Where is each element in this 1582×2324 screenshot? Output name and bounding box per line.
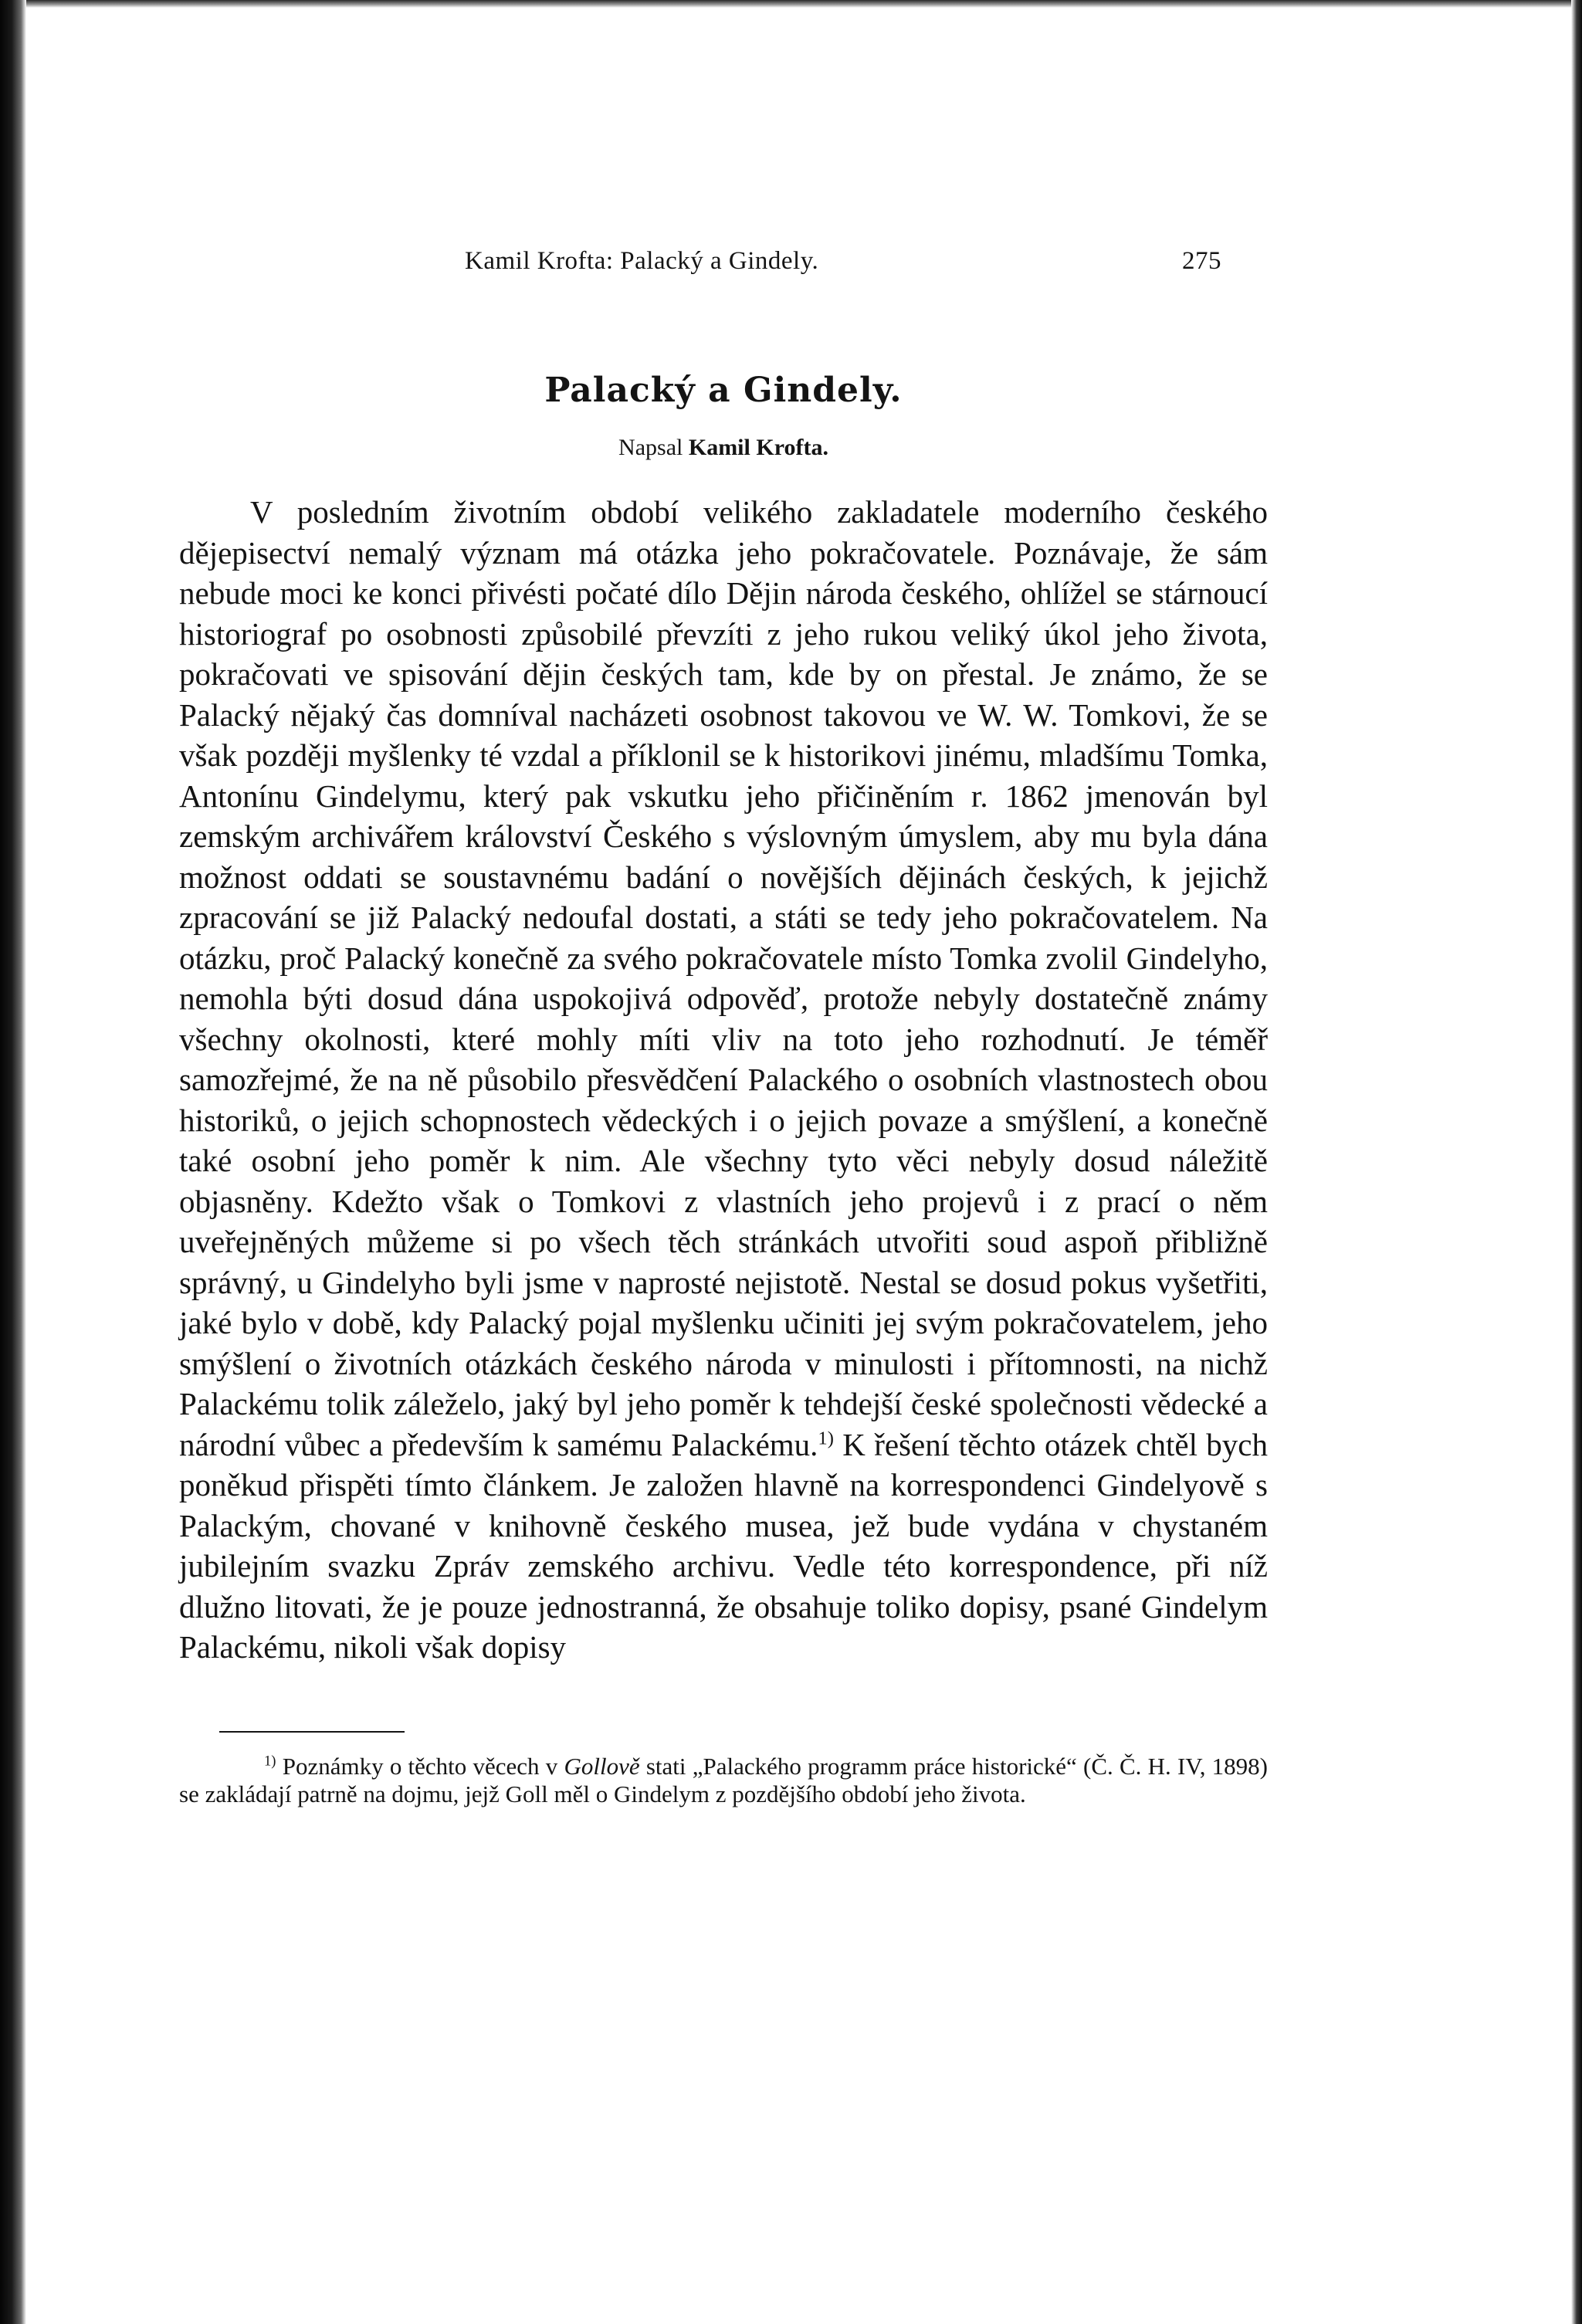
byline [179, 435, 1268, 461]
scan-left-edge [0, 0, 26, 2324]
footnote [179, 1753, 1268, 1808]
scan-top-edge [26, 0, 1582, 8]
footnote-divider [219, 1731, 405, 1733]
footnote-italic-name: Gollově [564, 1752, 640, 1780]
byline-author: Kamil Krofta. [688, 435, 828, 460]
running-head-title: Kamil Krofta: Palacký a Gindely. [465, 247, 819, 275]
scan-right-edge [1571, 0, 1582, 2324]
page-number: 275 [1182, 247, 1221, 275]
document-page [179, 239, 1268, 1832]
footnote-marker: 1) [264, 1753, 276, 1770]
running-head [179, 239, 1268, 286]
footnote-text-end: stati „Palackého programm práce historické“ (Č. Č. H. IV, 1898) se zakládají patrně na dojmu, jejž Goll měl o Gindelym z pozdějšího období jeho života. [179, 1752, 1268, 1807]
article-title: Palacký a Gindely. [544, 371, 903, 410]
byline-prefix: Napsal [618, 435, 683, 460]
article-body-continued: K řešení těchto otázek chtěl bych poněkud přispěti tímto článkem. Je založen hlavně na korrespondenci Gindelyově s Palackým, chované v knihovně českého musea, jež bude vydána v chystaném jubilejním svazku Zpráv zemského archivu. Vedle této korrespondence, při níž dlužno litovati, že je pouze jednostranná, že obsahuje toliko dopisy, psané Gindelym Palackému, nikoli však dopisy [179, 1426, 1268, 1665]
article-body [179, 492, 1268, 1668]
footnote-text-start: Poznámky o těchto věcech v [276, 1752, 564, 1780]
footnote-reference: 1) [818, 1427, 834, 1448]
article-body-text: V posledním životním období velikého zakladatele moderního českého dějepisectví nemalý význam má otázka jeho pokračovatele. Poznávaje, že sám nebude moci ke konci přivésti počaté dílo Dějin národa českého, ohlížel se stárnoucí historiograf po osobnosti způsobilé převzíti z jeho rukou veliký úkol jeho života, pokračovati ve spisování dějin českých tam, kde by on přestal. Je známo, že se Palacký nějaký čas domníval nacházeti osobnost takovou ve W. W. Tomkovi, že se však později myšlenky té vzdal a příklonil se k historikovi jinému, mladšímu Tomka, Antonínu Gindelymu, který pak vskutku jeho přičiněním r. 1862 jmenován byl zemským archivářem království Českého s výslovným úmyslem, aby mu byla dána možnost oddati se soustavnému badání o novějších dějinách českých, k jejichž zpracování se již Palacký nedoufal dostati, a státi se tedy jeho pokračovatelem. Na otázku, proč Palacký konečně za svého pokračovatele místo Tomka zvolil Gindelyho, nemohla býti dosud dána uspokojivá odpověď, protože nebyly dostatečně známy všechny okolnosti, které mohly míti vliv na toto jeho rozhodnutí. Je téměř samozřejmé, že na ně působilo přesvědčení Palackého o osobních vlastnostech obou historiků, o jejich schopnostech vědeckých i o jejich povaze a smýšlení, a konečně také osobní jeho poměr k nim. Ale všechny tyto věci nebyly dosud náležitě objasněny. Kdežto však o Tomkovi z vlastních jeho projevů i z prací o něm uveřejněných můžeme si po všech těch stránkách utvořiti soud aspoň přibližně správný, u Gindelyho byli jsme v naprosté nejistotě. Nestal se dosud pokus vyšetřiti, jaké bylo v době, kdy Palacký pojal myšlenku učiniti jej svým pokračovatelem, jeho smýšlení o životních otázkách českého národa v minulosti i přítomnosti, na nichž Palackému tolik záleželo, jaký byl jeho poměr k tehdejší české společnosti vědecké a národní vůbec a především k samému Palackému. [179, 494, 1268, 1462]
